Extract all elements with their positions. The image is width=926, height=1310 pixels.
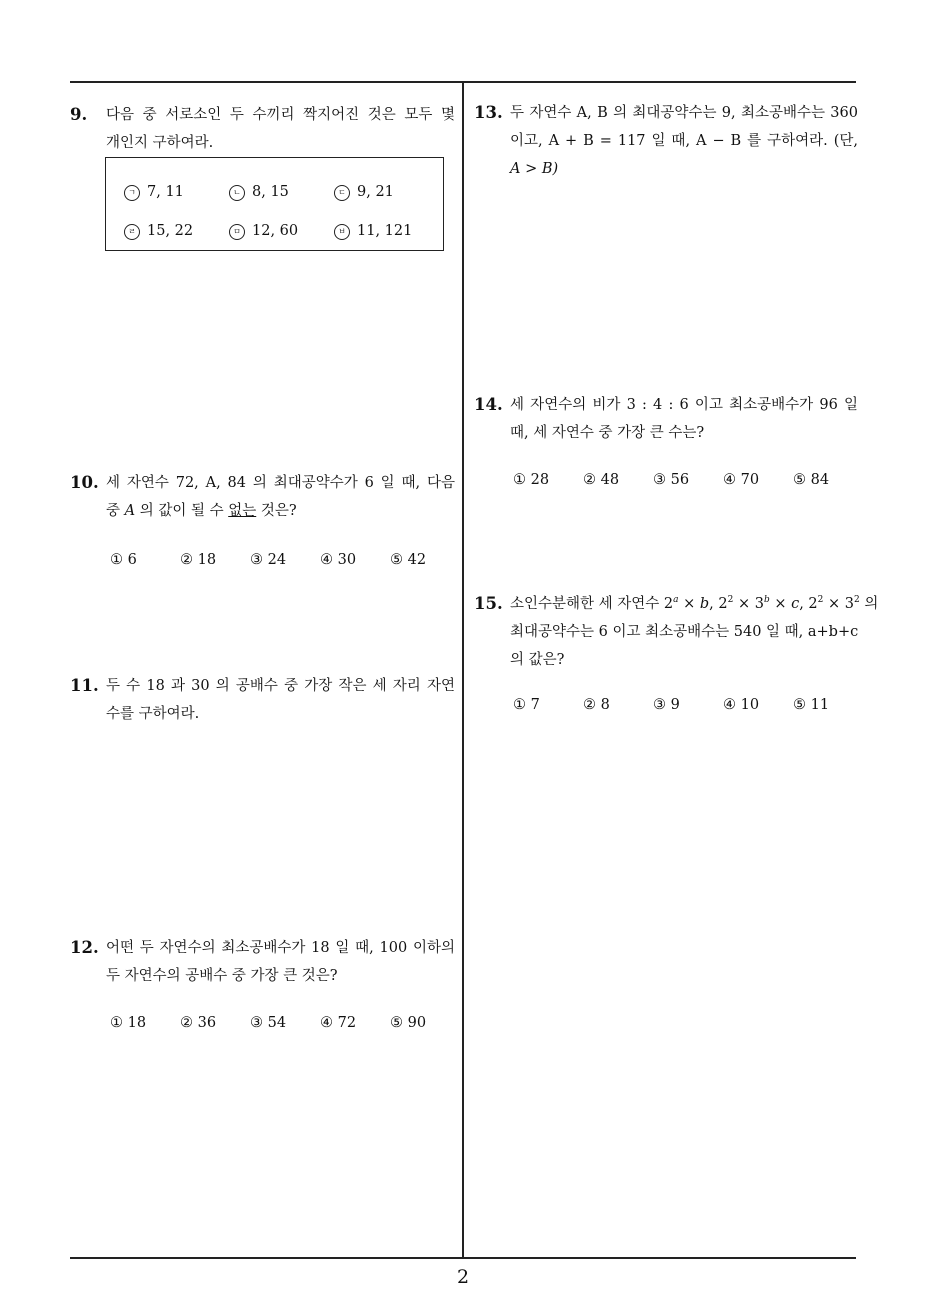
question-text-line: 개인지 구하여라. <box>106 135 214 151</box>
question-text-line: 두 자연수의 공배수 중 가장 큰 것은? <box>106 968 338 984</box>
hangul-circle-marker: ㄱ <box>124 185 140 201</box>
question-text-line: 중 A 의 값이 될 수 없는 것은? <box>106 503 297 519</box>
page-number: 2 <box>456 1266 470 1288</box>
choice-3[interactable]: ③ 54 <box>250 1015 287 1031</box>
choice-5[interactable]: ⑤ 11 <box>793 697 830 713</box>
box-item: ㄷ 9, 21 <box>334 184 394 201</box>
choice-1[interactable]: ① 7 <box>513 697 540 713</box>
choice-4[interactable]: ④ 70 <box>723 472 760 488</box>
question-text-line: 이고, A + B = 117 일 때, A − B 를 구하여라. (단, <box>510 133 858 149</box>
question-10 <box>70 469 455 525</box>
choice-5[interactable]: ⑤ 84 <box>793 472 830 488</box>
question-text-line: 의 값은? <box>510 652 565 668</box>
box-item: ㄴ 8, 15 <box>229 184 289 201</box>
question-text-line: 두 자연수 A, B 의 최대공약수는 9, 최소공배수는 360 <box>510 105 858 121</box>
question-text-line: 때, 세 자연수 중 가장 큰 수는? <box>510 425 705 441</box>
hangul-circle-marker: ㅂ <box>334 224 350 240</box>
question-text-line: A > B) <box>510 161 559 177</box>
box-item: ㅂ 11, 121 <box>334 223 412 240</box>
choice-4[interactable]: ④ 72 <box>320 1015 357 1031</box>
question-13 <box>474 99 858 183</box>
bottom-rule <box>70 1257 856 1259</box>
choice-3[interactable]: ③ 9 <box>653 697 680 713</box>
choice-5[interactable]: ⑤ 42 <box>390 552 427 568</box>
choice-1[interactable]: ① 28 <box>513 472 550 488</box>
question-number: 10. <box>70 473 99 492</box>
choice-3[interactable]: ③ 24 <box>250 552 287 568</box>
box-item: ㄹ 15, 22 <box>124 223 193 240</box>
question-14 <box>474 391 858 447</box>
question-number: 11. <box>70 676 99 695</box>
hangul-circle-marker: ㄷ <box>334 185 350 201</box>
question-text-line: 다음 중 서로소인 두 수끼리 짝지어진 것은 모두 몇 <box>106 107 455 123</box>
question-11 <box>70 672 455 728</box>
question-9 <box>70 101 455 157</box>
items-box <box>105 157 444 251</box>
question-text-line: 최대공약수는 6 이고 최소공배수는 540 일 때, a+b+c <box>510 624 859 640</box>
choice-3[interactable]: ③ 56 <box>653 472 690 488</box>
question-15 <box>474 590 879 674</box>
choice-2[interactable]: ② 8 <box>583 697 610 713</box>
question-number: 13. <box>474 103 503 122</box>
choice-2[interactable]: ② 18 <box>180 552 217 568</box>
choice-1[interactable]: ① 18 <box>110 1015 147 1031</box>
choice-4[interactable]: ④ 30 <box>320 552 357 568</box>
hangul-circle-marker: ㄴ <box>229 185 245 201</box>
choice-2[interactable]: ② 36 <box>180 1015 217 1031</box>
question-text-line: 세 자연수의 비가 3 : 4 : 6 이고 최소공배수가 96 일 <box>510 397 858 413</box>
choice-1[interactable]: ① 6 <box>110 552 137 568</box>
question-12 <box>70 934 455 990</box>
question-text-line: 어떤 두 자연수의 최소공배수가 18 일 때, 100 이하의 <box>106 940 455 956</box>
question-number: 14. <box>474 395 503 414</box>
emphasis-underline: 없는 <box>228 503 257 519</box>
question-text-line: 수를 구하여라. <box>106 706 200 722</box>
box-item: ㄱ 7, 11 <box>124 184 184 201</box>
question-number: 15. <box>474 594 503 613</box>
question-text-line: 두 수 18 과 30 의 공배수 중 가장 작은 세 자리 자연 <box>106 678 455 694</box>
question-number: 12. <box>70 938 99 957</box>
choice-4[interactable]: ④ 10 <box>723 697 760 713</box>
box-item: ㅁ 12, 60 <box>229 223 298 240</box>
question-text-line: 세 자연수 72, A, 84 의 최대공약수가 6 일 때, 다음 <box>106 475 455 491</box>
choice-2[interactable]: ② 48 <box>583 472 620 488</box>
question-text-line: 소인수분해한 세 자연수 $2^a \times b$, $2^2 \times 3^b \times c$, $2^2 \times 3^2$ 의 <box>510 595 879 612</box>
choice-5[interactable]: ⑤ 90 <box>390 1015 427 1031</box>
column-divider <box>462 83 464 1258</box>
hangul-circle-marker: ㅁ <box>229 224 245 240</box>
question-number: 9. <box>70 105 88 124</box>
hangul-circle-marker: ㄹ <box>124 224 140 240</box>
